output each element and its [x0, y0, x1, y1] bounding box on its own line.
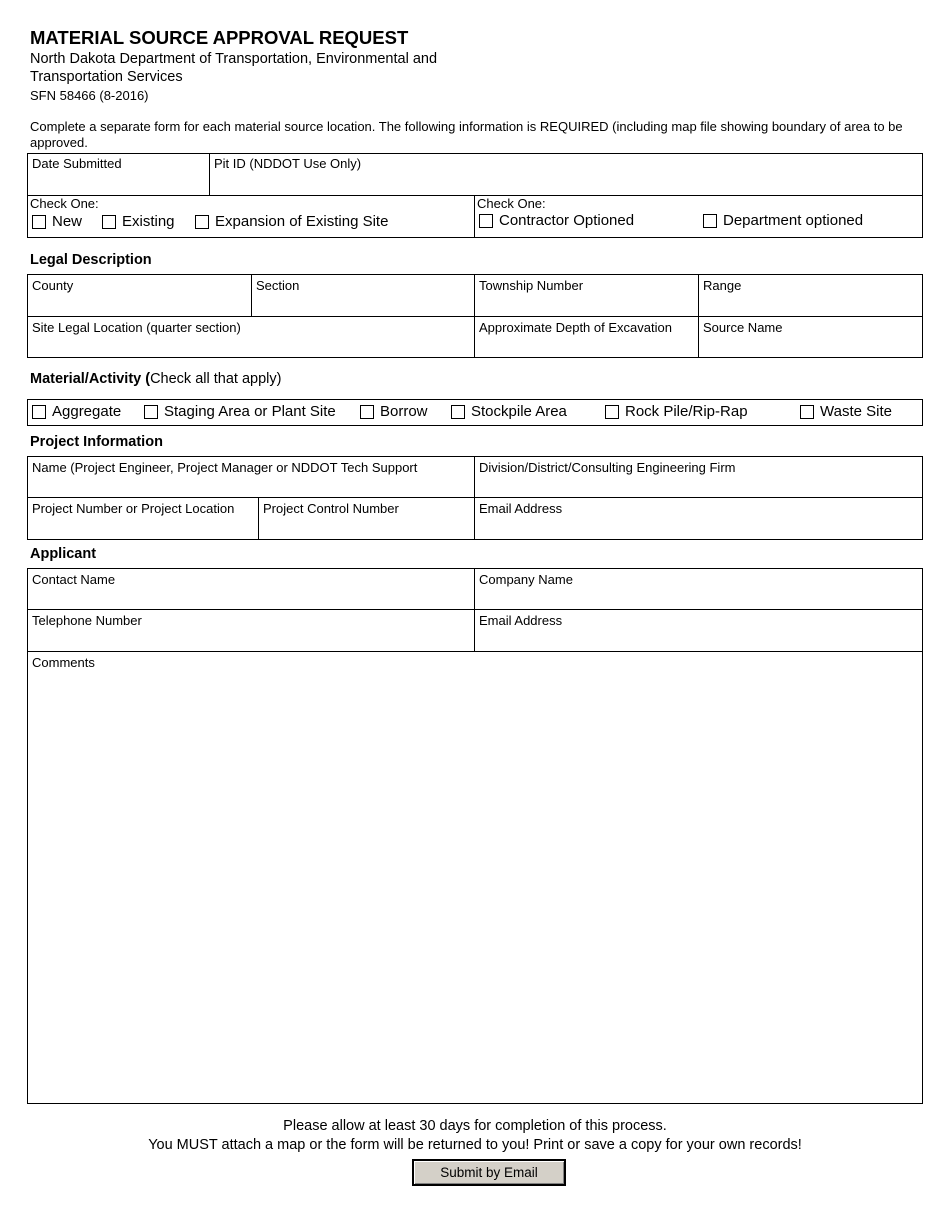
applicant-email-label: Email Address [479, 613, 563, 628]
checkbox-department-optioned[interactable] [703, 212, 863, 229]
checkbox-contractor-box[interactable] [479, 214, 493, 228]
telephone-label: Telephone Number [32, 613, 142, 628]
checkbox-borrow[interactable] [360, 403, 428, 420]
depth-label: Approximate Depth of Excavation [479, 320, 672, 335]
firm-field[interactable] [475, 458, 921, 497]
checkbox-borrow-label: Borrow [380, 403, 428, 420]
checkbox-aggregate-label: Aggregate [52, 403, 122, 420]
project-number-field[interactable] [28, 499, 257, 539]
comments-label: Comments [32, 655, 95, 670]
telephone-field[interactable] [28, 611, 473, 651]
checkbox-rock-pile-box[interactable] [605, 405, 619, 419]
section-label: Section [256, 278, 300, 293]
divider [27, 609, 923, 610]
checkbox-existing-label: Existing [122, 213, 175, 230]
checkbox-contractor-label: Contractor Optioned [499, 212, 635, 229]
check-one-label-2: Check One: [477, 196, 546, 211]
project-email-label: Email Address [479, 501, 563, 516]
checkbox-expansion-box[interactable] [195, 215, 209, 229]
submit-by-email-button[interactable]: Submit by Email [412, 1159, 566, 1186]
checkbox-borrow-box[interactable] [360, 405, 374, 419]
checkbox-new-label: New [52, 213, 83, 230]
checkbox-staging-label: Staging Area or Plant Site [164, 403, 336, 420]
project-name-label: Name (Project Engineer, Project Manager or NDDOT Tech Support [32, 460, 418, 475]
date-submitted-label: Date Submitted [32, 156, 122, 171]
depth-field[interactable] [475, 318, 697, 358]
source-name-label: Source Name [703, 320, 783, 335]
comments-field[interactable] [28, 653, 922, 1103]
check-one-label: Check One: [30, 196, 99, 211]
date-submitted-field[interactable] [28, 154, 208, 195]
checkbox-rock-pile[interactable] [605, 403, 748, 420]
divider [27, 651, 923, 652]
checkbox-aggregate[interactable] [32, 403, 121, 420]
checkbox-waste-site-box[interactable] [800, 405, 814, 419]
checkbox-existing-box[interactable] [102, 215, 116, 229]
contact-name-field[interactable] [28, 570, 473, 609]
company-name-field[interactable] [475, 570, 921, 609]
legal-description-heading: Legal Description [30, 252, 152, 268]
applicant-email-field[interactable] [475, 611, 921, 651]
pit-id-label: Pit ID (NDDOT Use Only) [214, 156, 362, 171]
project-name-field[interactable] [28, 458, 473, 497]
divider [27, 497, 923, 498]
company-name-label: Company Name [479, 572, 573, 587]
material-heading-note: Check all that apply) [150, 371, 282, 387]
checkbox-stockpile-box[interactable] [451, 405, 465, 419]
form-title: MATERIAL SOURCE APPROVAL REQUEST [30, 27, 409, 48]
checkbox-aggregate-box[interactable] [32, 405, 46, 419]
checkbox-department-label: Department optioned [723, 212, 864, 229]
pit-id-field[interactable] [210, 154, 922, 195]
county-field[interactable] [28, 276, 250, 316]
checkbox-staging-area[interactable] [144, 403, 336, 420]
material-heading [30, 371, 281, 387]
checkbox-department-box[interactable] [703, 214, 717, 228]
checkbox-staging-box[interactable] [144, 405, 158, 419]
checkbox-stockpile[interactable] [451, 403, 567, 420]
project-info-heading: Project Information [30, 434, 163, 450]
form-number: SFN 58466 (8-2016) [30, 88, 149, 103]
range-label: Range [703, 278, 742, 293]
instructions: Complete a separate form for each material source location. The following information is REQUIRED (including map file showing boundary of area to be approved. [30, 119, 903, 150]
divider [27, 316, 923, 317]
range-field[interactable] [699, 276, 921, 316]
footer-warning: You MUST attach a map or the form will be returned to you! Print or save a copy for your own records! [148, 1137, 802, 1153]
contact-name-label: Contact Name [32, 572, 116, 587]
checkbox-waste-site-label: Waste Site [820, 403, 892, 420]
material-heading-bold: Material/Activity ( [30, 371, 151, 387]
checkbox-stockpile-label: Stockpile Area [471, 403, 567, 420]
checkbox-new-box[interactable] [32, 215, 46, 229]
applicant-heading: Applicant [30, 546, 97, 562]
checkbox-expansion-label: Expansion of Existing Site [215, 213, 389, 230]
control-number-label: Project Control Number [263, 501, 399, 516]
agency-name: North Dakota Department of Transportation, Environmental and Transportation Services [30, 51, 438, 85]
checkbox-contractor-optioned[interactable] [479, 212, 634, 229]
township-field[interactable] [475, 276, 697, 316]
source-name-field[interactable] [699, 318, 921, 358]
project-number-label: Project Number or Project Location [32, 501, 235, 516]
firm-label: Division/District/Consulting Engineering Firm [479, 460, 736, 475]
site-location-field[interactable] [28, 318, 473, 358]
checkbox-new[interactable] [32, 213, 82, 230]
county-label: County [32, 278, 74, 293]
section-field[interactable] [252, 276, 474, 316]
control-number-field[interactable] [259, 499, 473, 539]
township-label: Township Number [479, 278, 584, 293]
footer-notice: Please allow at least 30 days for completion of this process. [283, 1118, 667, 1134]
checkbox-expansion[interactable] [195, 213, 388, 230]
checkbox-existing[interactable] [102, 213, 175, 230]
project-email-field[interactable] [475, 499, 921, 539]
checkbox-waste-site[interactable] [800, 403, 892, 420]
checkbox-rock-pile-label: Rock Pile/Rip-Rap [625, 403, 748, 420]
site-location-label: Site Legal Location (quarter section) [32, 320, 241, 335]
